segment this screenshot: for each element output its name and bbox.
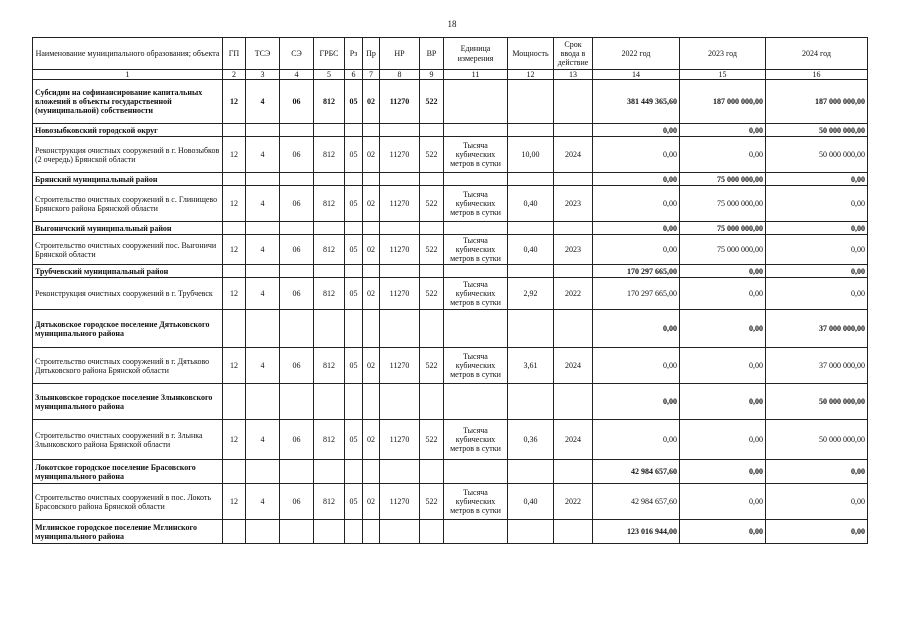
cell-y2022: 0,00: [593, 384, 680, 420]
cell-vr: [420, 222, 444, 235]
cell-unit: Тысяча кубических метров в сутки: [444, 235, 508, 265]
cell-grbs: [314, 265, 345, 278]
table-row: [33, 460, 868, 484]
cell-tse: 4: [246, 348, 280, 384]
cell-name: Строительство очистных сооружений пос. Выгоничи Брянской области: [33, 235, 223, 265]
cell-name: Реконструкция очистных сооружений в г. Трубчевск: [33, 278, 223, 310]
cell-power: 0,40: [508, 186, 554, 222]
cell-rz: [345, 173, 363, 186]
cell-y2024: 37 000 000,00: [766, 310, 868, 348]
cell-nr: 11270: [380, 420, 420, 460]
cell-grbs: [314, 124, 345, 137]
cell-se: 06: [280, 420, 314, 460]
header-term: Срок ввода в действие: [554, 38, 593, 70]
cell-tse: 4: [246, 484, 280, 520]
cell-rz: [345, 124, 363, 137]
cell-grbs: 812: [314, 420, 345, 460]
cell-y2023: 0,00: [680, 137, 766, 173]
header-name: Наименование муниципального образования; объекта: [33, 38, 223, 70]
cell-y2022: 0,00: [593, 235, 680, 265]
cell-nr: 11270: [380, 137, 420, 173]
table-row: [33, 420, 868, 460]
cell-name: Строительство очистных сооружений в г. Злынка Злынковского района Брянской области: [33, 420, 223, 460]
cell-tse: 4: [246, 80, 280, 124]
cell-tse: 4: [246, 137, 280, 173]
cell-pr: [363, 265, 380, 278]
cell-vr: 522: [420, 484, 444, 520]
cell-y2023: 0,00: [680, 348, 766, 384]
cell-y2022: 0,00: [593, 186, 680, 222]
cell-y2022: 0,00: [593, 124, 680, 137]
header-tse: ТСЭ: [246, 38, 280, 70]
cell-gp: [223, 520, 246, 544]
cell-vr: [420, 265, 444, 278]
cell-gp: 12: [223, 186, 246, 222]
cell-y2023: 75 000 000,00: [680, 186, 766, 222]
cell-nr: 11270: [380, 278, 420, 310]
cell-y2024: 0,00: [766, 520, 868, 544]
cell-se: 06: [280, 235, 314, 265]
cell-power: 2,92: [508, 278, 554, 310]
cell-y2023: 0,00: [680, 420, 766, 460]
cell-rz: [345, 265, 363, 278]
cell-term: [554, 460, 593, 484]
cell-power: 0,36: [508, 420, 554, 460]
budget-table: [32, 37, 868, 544]
table-body: [33, 80, 868, 544]
cell-y2022: 42 984 657,60: [593, 460, 680, 484]
cell-nr: 11270: [380, 186, 420, 222]
cell-tse: [246, 124, 280, 137]
cell-gp: 12: [223, 80, 246, 124]
header-2022: 2022 год: [593, 38, 680, 70]
header-nr: НР: [380, 38, 420, 70]
cell-term: 2022: [554, 278, 593, 310]
cell-pr: 02: [363, 80, 380, 124]
table-row: [33, 137, 868, 173]
cell-rz: 05: [345, 278, 363, 310]
cell-term: [554, 124, 593, 137]
table-row: [33, 384, 868, 420]
cell-se: [280, 310, 314, 348]
cell-y2022: 170 297 665,00: [593, 265, 680, 278]
cell-rz: [345, 384, 363, 420]
cell-unit: [444, 460, 508, 484]
cell-vr: [420, 173, 444, 186]
column-number: 5: [314, 70, 345, 80]
cell-power: [508, 222, 554, 235]
column-number: 9: [420, 70, 444, 80]
header-rz: Рз: [345, 38, 363, 70]
cell-unit: [444, 520, 508, 544]
cell-power: [508, 173, 554, 186]
cell-y2023: 0,00: [680, 484, 766, 520]
cell-vr: [420, 310, 444, 348]
cell-se: 06: [280, 80, 314, 124]
cell-y2024: 187 000 000,00: [766, 80, 868, 124]
cell-power: [508, 80, 554, 124]
column-number: 15: [680, 70, 766, 80]
cell-unit: Тысяча кубических метров в сутки: [444, 484, 508, 520]
cell-gp: 12: [223, 235, 246, 265]
cell-term: [554, 520, 593, 544]
cell-vr: 522: [420, 80, 444, 124]
cell-pr: [363, 173, 380, 186]
cell-gp: [223, 310, 246, 348]
column-number: 7: [363, 70, 380, 80]
cell-y2024: 50 000 000,00: [766, 420, 868, 460]
cell-y2022: 0,00: [593, 310, 680, 348]
cell-term: 2022: [554, 484, 593, 520]
cell-se: 06: [280, 348, 314, 384]
cell-gp: [223, 173, 246, 186]
cell-power: [508, 460, 554, 484]
cell-vr: [420, 124, 444, 137]
cell-grbs: [314, 460, 345, 484]
table-row: [33, 265, 868, 278]
cell-nr: [380, 222, 420, 235]
cell-y2022: 42 984 657,60: [593, 484, 680, 520]
cell-pr: [363, 520, 380, 544]
cell-tse: [246, 222, 280, 235]
cell-gp: 12: [223, 484, 246, 520]
cell-y2023: 0,00: [680, 520, 766, 544]
cell-name: Строительство очистных сооружений в г. Дятьково Дятьковского района Брянской области: [33, 348, 223, 384]
cell-y2024: 0,00: [766, 265, 868, 278]
cell-vr: 522: [420, 348, 444, 384]
cell-term: [554, 80, 593, 124]
cell-grbs: 812: [314, 235, 345, 265]
cell-tse: [246, 310, 280, 348]
header-pr: Пр: [363, 38, 380, 70]
cell-nr: 11270: [380, 235, 420, 265]
cell-name: Выгоничский муниципальный район: [33, 222, 223, 235]
column-number-row: [33, 70, 868, 80]
cell-tse: [246, 265, 280, 278]
cell-name: Строительство очистных сооружений в с. Глинищево Брянского района Брянской области: [33, 186, 223, 222]
cell-y2023: 75 000 000,00: [680, 235, 766, 265]
cell-y2024: 50 000 000,00: [766, 137, 868, 173]
cell-y2024: 0,00: [766, 173, 868, 186]
cell-term: 2024: [554, 348, 593, 384]
column-number: 3: [246, 70, 280, 80]
cell-grbs: [314, 173, 345, 186]
cell-tse: [246, 520, 280, 544]
cell-rz: [345, 520, 363, 544]
cell-y2023: 0,00: [680, 124, 766, 137]
cell-y2024: 0,00: [766, 186, 868, 222]
cell-tse: [246, 460, 280, 484]
cell-pr: [363, 384, 380, 420]
cell-rz: 05: [345, 420, 363, 460]
cell-pr: 02: [363, 186, 380, 222]
cell-y2023: 75 000 000,00: [680, 222, 766, 235]
cell-grbs: [314, 222, 345, 235]
cell-term: [554, 310, 593, 348]
cell-power: 0,40: [508, 484, 554, 520]
cell-term: 2024: [554, 420, 593, 460]
cell-term: [554, 222, 593, 235]
cell-grbs: [314, 384, 345, 420]
cell-y2023: 187 000 000,00: [680, 80, 766, 124]
cell-grbs: 812: [314, 484, 345, 520]
cell-rz: 05: [345, 484, 363, 520]
table-row: [33, 222, 868, 235]
cell-nr: [380, 265, 420, 278]
cell-name: Трубчевский муниципальный район: [33, 265, 223, 278]
header-grbs: ГРБС: [314, 38, 345, 70]
header-unit: Единица измерения: [444, 38, 508, 70]
cell-pr: 02: [363, 348, 380, 384]
cell-gp: [223, 265, 246, 278]
cell-gp: [223, 222, 246, 235]
cell-nr: 11270: [380, 80, 420, 124]
cell-unit: [444, 310, 508, 348]
cell-y2023: 75 000 000,00: [680, 173, 766, 186]
cell-pr: [363, 460, 380, 484]
cell-pr: 02: [363, 278, 380, 310]
cell-pr: [363, 222, 380, 235]
table-row: [33, 310, 868, 348]
table-row: [33, 484, 868, 520]
cell-term: [554, 265, 593, 278]
cell-gp: [223, 460, 246, 484]
column-number: 8: [380, 70, 420, 80]
cell-y2022: 0,00: [593, 173, 680, 186]
header-power: Мощность: [508, 38, 554, 70]
cell-gp: 12: [223, 278, 246, 310]
cell-y2022: 0,00: [593, 348, 680, 384]
cell-vr: 522: [420, 137, 444, 173]
header-2024: 2024 год: [766, 38, 868, 70]
cell-vr: 522: [420, 235, 444, 265]
cell-vr: 522: [420, 420, 444, 460]
cell-rz: 05: [345, 137, 363, 173]
cell-nr: [380, 310, 420, 348]
cell-unit: [444, 173, 508, 186]
cell-pr: 02: [363, 484, 380, 520]
cell-se: [280, 384, 314, 420]
cell-y2024: 0,00: [766, 484, 868, 520]
cell-y2024: 0,00: [766, 278, 868, 310]
cell-grbs: [314, 520, 345, 544]
cell-name: Локотское городское поселение Брасовского муниципального района: [33, 460, 223, 484]
cell-se: [280, 460, 314, 484]
cell-vr: 522: [420, 186, 444, 222]
table-row: [33, 235, 868, 265]
column-number: 16: [766, 70, 868, 80]
table-row: [33, 186, 868, 222]
column-number: 13: [554, 70, 593, 80]
cell-tse: 4: [246, 278, 280, 310]
cell-grbs: [314, 310, 345, 348]
cell-tse: [246, 384, 280, 420]
cell-name: Брянский муниципальный район: [33, 173, 223, 186]
cell-term: 2023: [554, 235, 593, 265]
cell-unit: [444, 384, 508, 420]
cell-unit: Тысяча кубических метров в сутки: [444, 348, 508, 384]
cell-se: [280, 173, 314, 186]
cell-grbs: 812: [314, 80, 345, 124]
cell-gp: 12: [223, 420, 246, 460]
cell-se: [280, 265, 314, 278]
cell-vr: [420, 460, 444, 484]
cell-power: [508, 520, 554, 544]
cell-nr: [380, 124, 420, 137]
cell-name: Мглинское городское поселение Мглинского муниципального района: [33, 520, 223, 544]
cell-tse: 4: [246, 186, 280, 222]
cell-unit: Тысяча кубических метров в сутки: [444, 137, 508, 173]
page-number: 18: [447, 19, 457, 29]
cell-gp: [223, 384, 246, 420]
table-header: [33, 38, 868, 80]
cell-term: [554, 384, 593, 420]
cell-rz: 05: [345, 80, 363, 124]
cell-nr: [380, 173, 420, 186]
header-vr: ВР: [420, 38, 444, 70]
cell-name: Реконструкция очистных сооружений в г. Новозыбков (2 очередь) Брянской области: [33, 137, 223, 173]
cell-grbs: 812: [314, 278, 345, 310]
table-row: [33, 80, 868, 124]
cell-name: Строительство очистных сооружений в пос. Локоть Брасовского района Брянской области: [33, 484, 223, 520]
cell-y2023: 0,00: [680, 310, 766, 348]
cell-tse: [246, 173, 280, 186]
header-se: СЭ: [280, 38, 314, 70]
cell-grbs: 812: [314, 348, 345, 384]
cell-power: 0,40: [508, 235, 554, 265]
cell-y2022: 0,00: [593, 222, 680, 235]
cell-unit: Тысяча кубических метров в сутки: [444, 420, 508, 460]
cell-y2023: 0,00: [680, 265, 766, 278]
table-row: [33, 278, 868, 310]
cell-y2024: 50 000 000,00: [766, 384, 868, 420]
cell-y2022: 0,00: [593, 137, 680, 173]
cell-pr: 02: [363, 235, 380, 265]
cell-y2024: 37 000 000,00: [766, 348, 868, 384]
cell-pr: [363, 310, 380, 348]
cell-y2022: 381 449 365,60: [593, 80, 680, 124]
cell-unit: [444, 222, 508, 235]
cell-unit: [444, 80, 508, 124]
cell-power: 3,61: [508, 348, 554, 384]
cell-rz: 05: [345, 235, 363, 265]
cell-name: Новозыбковский городской округ: [33, 124, 223, 137]
cell-unit: Тысяча кубических метров в сутки: [444, 278, 508, 310]
header-2023: 2023 год: [680, 38, 766, 70]
cell-y2023: 0,00: [680, 384, 766, 420]
cell-vr: 522: [420, 278, 444, 310]
cell-y2024: 0,00: [766, 222, 868, 235]
cell-rz: 05: [345, 348, 363, 384]
header-gp: ГП: [223, 38, 246, 70]
column-number: 1: [33, 70, 223, 80]
cell-y2022: 123 016 944,00: [593, 520, 680, 544]
cell-rz: [345, 310, 363, 348]
cell-se: 06: [280, 278, 314, 310]
cell-nr: [380, 384, 420, 420]
cell-se: [280, 124, 314, 137]
cell-rz: 05: [345, 186, 363, 222]
cell-y2023: 0,00: [680, 460, 766, 484]
cell-y2024: 0,00: [766, 235, 868, 265]
cell-unit: [444, 124, 508, 137]
cell-vr: [420, 384, 444, 420]
cell-rz: [345, 222, 363, 235]
cell-pr: [363, 124, 380, 137]
cell-name: Дятьковское городское поселение Дятьковского муниципального района: [33, 310, 223, 348]
cell-y2022: 170 297 665,00: [593, 278, 680, 310]
cell-name: Субсидии на софинансирование капитальных вложений в объекты государственной (муниципальной) собственности: [33, 80, 223, 124]
cell-power: [508, 124, 554, 137]
cell-se: 06: [280, 484, 314, 520]
column-number: 11: [444, 70, 508, 80]
cell-power: [508, 265, 554, 278]
cell-term: 2024: [554, 137, 593, 173]
cell-tse: 4: [246, 420, 280, 460]
cell-rz: [345, 460, 363, 484]
table-row: [33, 124, 868, 137]
cell-gp: 12: [223, 348, 246, 384]
cell-unit: [444, 265, 508, 278]
cell-tse: 4: [246, 235, 280, 265]
cell-nr: [380, 460, 420, 484]
cell-se: [280, 222, 314, 235]
cell-y2024: 0,00: [766, 460, 868, 484]
cell-power: 10,00: [508, 137, 554, 173]
column-number: 2: [223, 70, 246, 80]
column-number: 12: [508, 70, 554, 80]
cell-unit: Тысяча кубических метров в сутки: [444, 186, 508, 222]
cell-nr: [380, 520, 420, 544]
cell-nr: 11270: [380, 484, 420, 520]
cell-pr: 02: [363, 420, 380, 460]
cell-grbs: 812: [314, 186, 345, 222]
column-number: 14: [593, 70, 680, 80]
cell-pr: 02: [363, 137, 380, 173]
table-row: [33, 173, 868, 186]
cell-y2024: 50 000 000,00: [766, 124, 868, 137]
cell-power: [508, 310, 554, 348]
cell-vr: [420, 520, 444, 544]
column-number: 4: [280, 70, 314, 80]
cell-se: [280, 520, 314, 544]
cell-gp: [223, 124, 246, 137]
cell-gp: 12: [223, 137, 246, 173]
cell-y2022: 0,00: [593, 420, 680, 460]
cell-term: 2023: [554, 186, 593, 222]
cell-grbs: 812: [314, 137, 345, 173]
cell-se: 06: [280, 137, 314, 173]
cell-power: [508, 384, 554, 420]
cell-y2023: 0,00: [680, 278, 766, 310]
cell-term: [554, 173, 593, 186]
cell-name: Злынковское городское поселение Злынковского муниципального района: [33, 384, 223, 420]
table-row: [33, 520, 868, 544]
cell-nr: 11270: [380, 348, 420, 384]
cell-se: 06: [280, 186, 314, 222]
column-number: 6: [345, 70, 363, 80]
table-row: [33, 348, 868, 384]
